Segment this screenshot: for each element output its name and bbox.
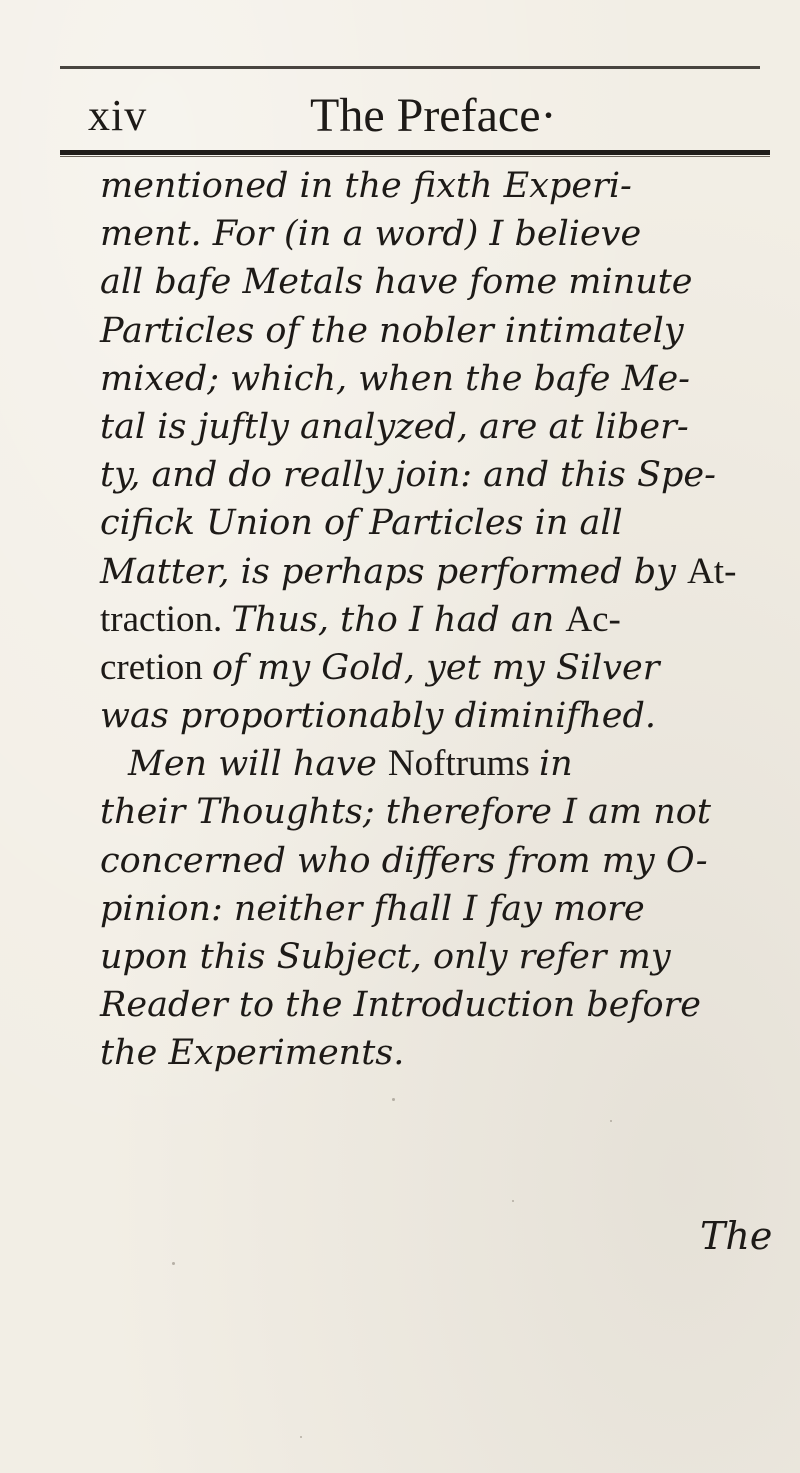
text-line <box>100 788 780 836</box>
paper-speck <box>512 1200 514 1202</box>
text-span-roman: Noftrums <box>387 743 539 785</box>
header-rule-thin <box>60 156 770 157</box>
text-line <box>100 548 780 596</box>
text-span-roman: Ac- <box>565 598 621 640</box>
text-span: Men will have <box>128 744 388 785</box>
header-rule <box>60 150 770 155</box>
text-span: Thus, tho I had an <box>231 599 566 640</box>
text-span: ment. For (in a word) I believe <box>100 214 642 255</box>
text-line <box>100 740 780 788</box>
text-span: Reader to the Introduction before <box>100 985 701 1026</box>
text-span-roman: cretion <box>100 646 212 688</box>
page-number: xiv <box>88 91 148 140</box>
catchword: The <box>700 1214 773 1258</box>
text-line <box>100 837 780 885</box>
text-line <box>100 162 780 210</box>
text-line <box>100 403 780 451</box>
body-text <box>100 162 780 1078</box>
text-span: mixed; which, when the bafe Me- <box>100 358 691 399</box>
text-span: Particles of the nobler intimately <box>100 310 684 351</box>
text-span: mentioned in the fixth Experi- <box>100 166 632 206</box>
text-span: their Thoughts; therefore I am not <box>100 792 711 833</box>
text-span: was proportionably diminifhed. <box>100 696 657 737</box>
page-header <box>88 88 788 148</box>
text-span: pinion: neither fhall I fay more <box>100 888 645 929</box>
text-span: of my Gold, yet my Silver <box>211 647 660 688</box>
text-line <box>100 499 780 547</box>
text-line <box>100 933 780 981</box>
text-span-roman: traction. <box>100 598 232 640</box>
text-line <box>100 451 780 499</box>
text-span: ty, and do really join: and this Spe- <box>100 455 716 496</box>
paper-speck <box>392 1098 395 1101</box>
top-edge-rule <box>60 66 760 69</box>
text-span-roman: At- <box>687 550 737 592</box>
text-span: all bafe Metals have fome minute <box>100 262 693 303</box>
text-span: cifick Union of Particles in all <box>100 503 623 544</box>
text-span: the Experiments. <box>100 1033 405 1074</box>
text-line <box>100 596 780 644</box>
text-line <box>100 644 780 692</box>
text-span: in <box>538 744 573 785</box>
text-line <box>100 355 780 403</box>
running-head: The Preface· <box>310 89 557 142</box>
text-span: Matter, is perhaps performed by <box>100 551 688 592</box>
paper-speck <box>300 1436 302 1438</box>
text-line <box>100 210 780 258</box>
paper-speck <box>610 1120 612 1122</box>
text-line <box>100 885 780 933</box>
text-line <box>100 692 780 740</box>
text-span: tal is juftly analyzed, are at liber- <box>100 406 689 447</box>
text-line <box>100 258 780 306</box>
text-line <box>100 1029 780 1077</box>
paper-speck <box>172 1262 175 1265</box>
text-line <box>100 307 780 355</box>
text-span: concerned who differs from my O- <box>100 840 708 881</box>
text-span: upon this Subject, only refer my <box>100 937 671 977</box>
text-line <box>100 981 780 1029</box>
